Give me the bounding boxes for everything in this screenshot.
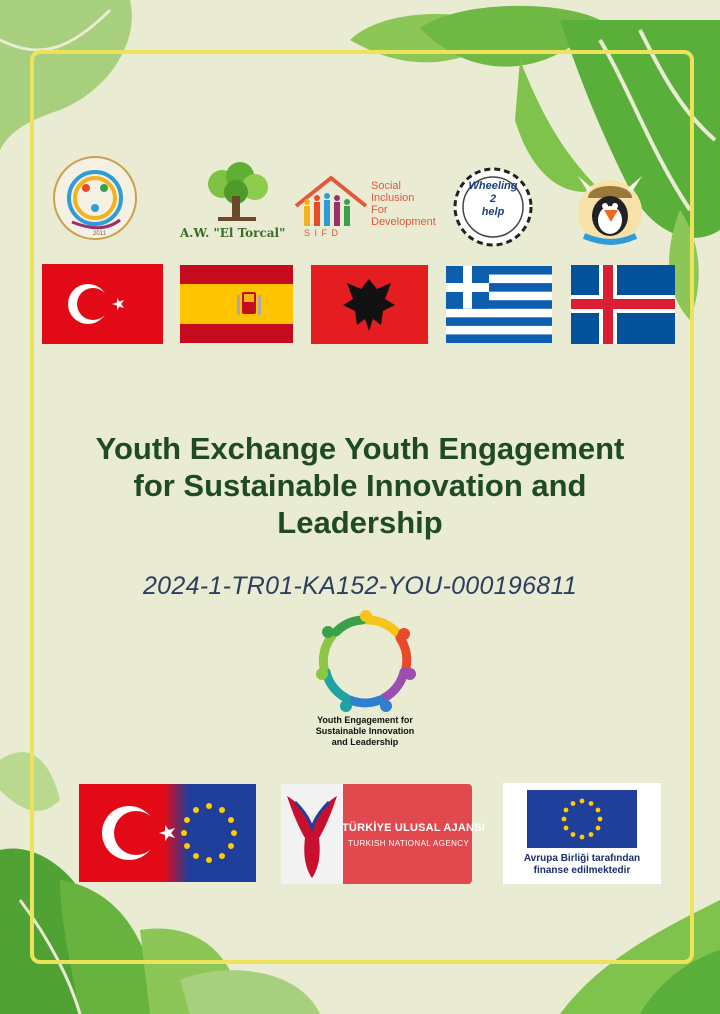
- girisimci-year: 2011: [93, 231, 106, 237]
- turkey-eu-flag: [79, 784, 256, 882]
- iceland-flag: [571, 265, 675, 344]
- eu-funding-text: Avrupa Birliği tarafından finanse edilmektedir: [523, 853, 641, 876]
- project-code: 2024-1-TR01-KA152-YOU-000196811: [142, 572, 578, 600]
- ulusal-ajans-title: TÜRKİYE ULUSAL AJANSI: [342, 822, 485, 834]
- wheeling-2-help-text: Wheeling 2 help: [468, 180, 518, 218]
- ulusal-ajans-subtitle: TURKISH NATIONAL AGENCY: [348, 839, 470, 848]
- albania-flag: [311, 265, 428, 344]
- turkey-flag: [42, 264, 163, 344]
- turkiye-ulusal-ajansi-logo: [281, 784, 472, 884]
- el-torcal-tree-icon: [200, 162, 274, 224]
- sifd-abbr: S I F D: [304, 228, 340, 238]
- eu-flag-icon: [527, 790, 637, 848]
- el-torcal-text: A.W. "El Torcal": [180, 226, 286, 240]
- youth-engagement-logo: [312, 610, 420, 714]
- page-title: Youth Exchange Youth Engagement for Sustainable Innovation and Leadership: [95, 431, 625, 540]
- sifd-text: Social Inclusion For Development: [371, 180, 436, 228]
- spain-flag: [180, 265, 293, 343]
- greece-flag: [446, 266, 552, 343]
- viking-puffin-logo: [574, 170, 646, 248]
- youth-engagement-caption: Youth Engagement for Sustainable Innovation and Leadership: [315, 715, 415, 747]
